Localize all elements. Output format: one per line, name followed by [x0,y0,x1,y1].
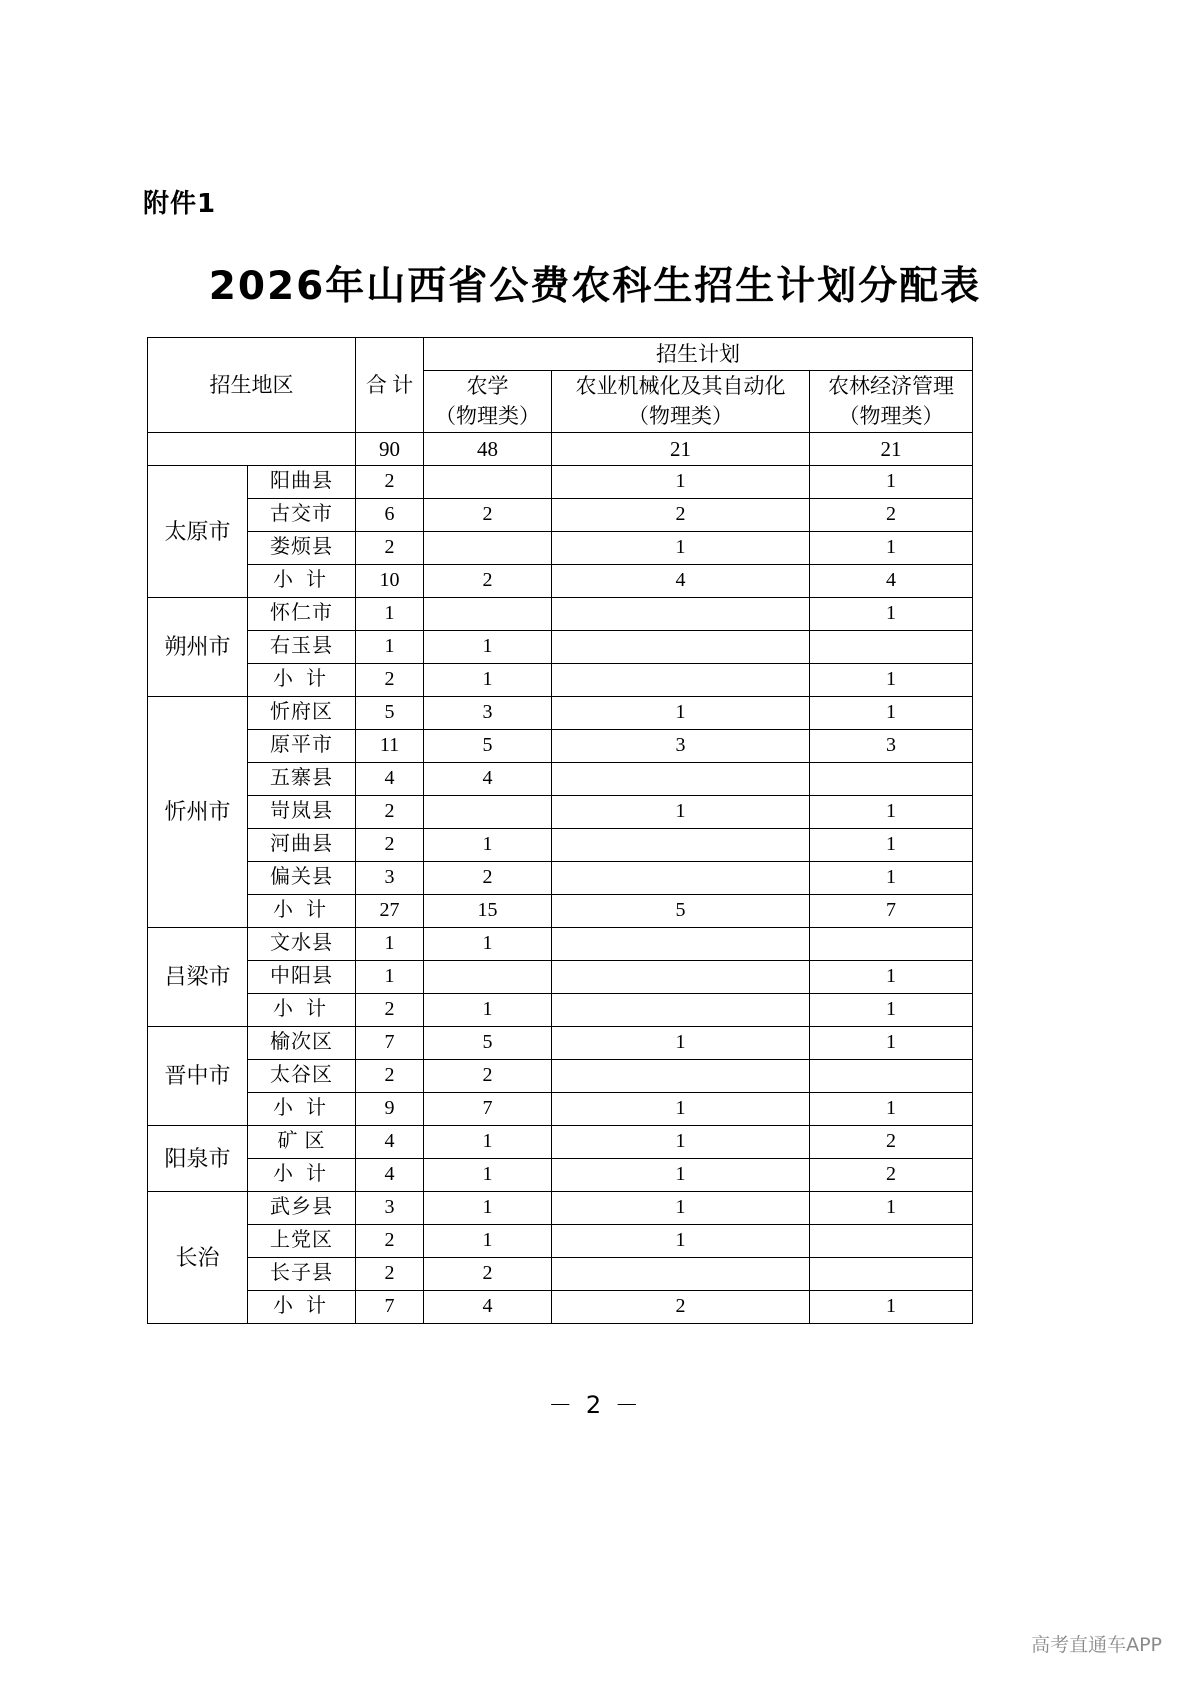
nonglin-cell [810,630,973,663]
county-cell: 长子县 [248,1257,356,1290]
nonglin-cell: 1 [810,465,973,498]
nongxue-cell: 1 [424,1158,552,1191]
county-cell: 原平市 [248,729,356,762]
nonglin-cell: 3 [810,729,973,762]
nongxue-cell: 1 [424,993,552,1026]
table-row [148,861,973,894]
nonglin-cell [810,762,973,795]
region-cell: 阳泉市 [148,1125,248,1191]
region-cell: 长治 [148,1191,248,1323]
nongji-cell: 5 [552,894,810,927]
county-cell: 小 计 [248,1158,356,1191]
total-cell: 2 [356,1224,424,1257]
region-cell: 朔州市 [148,597,248,696]
nonglin-cell: 2 [810,1125,973,1158]
header-major-nongxue-name: 农学 [466,374,509,398]
nongji-cell [552,1257,810,1290]
county-cell: 中阳县 [248,960,356,993]
table-row [148,1092,973,1125]
nongxue-cell: 4 [424,762,552,795]
nongji-cell: 1 [552,1158,810,1191]
table-row [148,729,973,762]
table-row [148,498,973,531]
table-row [148,1224,973,1257]
nongji-cell: 1 [552,696,810,729]
total-cell: 1 [356,960,424,993]
nongji-cell [552,861,810,894]
nongji-cell: 1 [552,1191,810,1224]
nongxue-cell: 1 [424,1125,552,1158]
county-cell: 小 计 [248,1290,356,1323]
total-cell: 1 [356,630,424,663]
nongxue-cell: 2 [424,1059,552,1092]
nonglin-cell: 1 [810,993,973,1026]
county-cell: 五寨县 [248,762,356,795]
county-cell: 小 计 [248,894,356,927]
grand-total-nonglin: 21 [810,432,973,465]
nonglin-cell: 1 [810,861,973,894]
grand-total-value: 90 [356,432,424,465]
nonglin-cell: 1 [810,696,973,729]
nongxue-cell [424,960,552,993]
total-cell: 4 [356,1125,424,1158]
header-total: 合 计 [356,338,424,433]
region-cell: 太原市 [148,465,248,597]
total-cell: 2 [356,1059,424,1092]
nongji-cell: 1 [552,1224,810,1257]
total-cell: 11 [356,729,424,762]
nongji-cell [552,828,810,861]
table-grand-total-row [148,432,973,465]
total-cell: 4 [356,1158,424,1191]
county-cell: 小 计 [248,564,356,597]
nongji-cell: 1 [552,1026,810,1059]
total-cell: 2 [356,828,424,861]
nongxue-cell: 1 [424,663,552,696]
header-region: 招生地区 [148,338,356,433]
region-cell: 吕梁市 [148,927,248,1026]
table-row [148,1059,973,1092]
nongji-cell: 2 [552,1290,810,1323]
total-cell: 2 [356,663,424,696]
nongxue-cell: 3 [424,696,552,729]
nongji-cell: 2 [552,498,810,531]
nongji-cell [552,762,810,795]
nongji-cell [552,1059,810,1092]
nongxue-cell: 1 [424,1224,552,1257]
nongxue-cell: 2 [424,1257,552,1290]
total-cell: 2 [356,993,424,1026]
nonglin-cell: 1 [810,1092,973,1125]
nongxue-cell: 1 [424,1191,552,1224]
nongxue-cell: 5 [424,1026,552,1059]
nongxue-cell: 7 [424,1092,552,1125]
total-cell: 2 [356,1257,424,1290]
watermark: 高考直通车APP [1031,1634,1162,1656]
total-cell: 7 [356,1026,424,1059]
county-cell: 古交市 [248,498,356,531]
header-major-nongxue-category: （物理类） [435,404,540,429]
header-major-nonglin-category: （物理类） [838,404,944,429]
nongji-cell: 1 [552,795,810,828]
table-row [148,696,973,729]
nongxue-cell [424,795,552,828]
table-row [148,1191,973,1224]
nongxue-cell [424,465,552,498]
county-cell: 右玉县 [248,630,356,663]
table-row [148,1125,973,1158]
table-row [148,465,973,498]
header-major-nonglin-name: 农林经济管理 [828,374,954,398]
nonglin-cell: 7 [810,894,973,927]
nongxue-cell: 1 [424,927,552,960]
total-cell: 3 [356,1191,424,1224]
nonglin-cell: 1 [810,1026,973,1059]
grand-total-label [148,432,356,465]
nongxue-cell: 5 [424,729,552,762]
table-row [148,1290,973,1323]
page-title: 2026年山西省公费农科生招生计划分配表 [208,264,982,309]
county-cell: 小 计 [248,663,356,696]
region-cell: 忻州市 [148,696,248,927]
nongji-cell: 1 [552,531,810,564]
nonglin-cell: 2 [810,498,973,531]
table-header-row-1 [148,338,973,371]
region-cell: 晋中市 [148,1026,248,1125]
header-major-nonglin [810,371,973,433]
table-row [148,795,973,828]
table-row [148,828,973,861]
county-cell: 怀仁市 [248,597,356,630]
county-cell: 太谷区 [248,1059,356,1092]
total-cell: 1 [356,597,424,630]
total-cell: 2 [356,465,424,498]
county-cell: 河曲县 [248,828,356,861]
nongji-cell: 3 [552,729,810,762]
table-row [148,1158,973,1191]
nongxue-cell [424,531,552,564]
grand-total-nongxue: 48 [424,432,552,465]
grand-total-nongji: 21 [552,432,810,465]
table-row [148,564,973,597]
table-row [148,597,973,630]
nonglin-cell: 1 [810,960,973,993]
total-cell: 3 [356,861,424,894]
nonglin-cell: 1 [810,1290,973,1323]
header-major-nongji [552,371,810,433]
table-row [148,993,973,1026]
nonglin-cell: 1 [810,531,973,564]
table-row [148,894,973,927]
nonglin-cell: 1 [810,597,973,630]
total-cell: 4 [356,762,424,795]
county-cell: 上党区 [248,1224,356,1257]
nonglin-cell: 1 [810,828,973,861]
nongji-cell: 1 [552,1125,810,1158]
nongji-cell [552,663,810,696]
nongxue-cell: 2 [424,498,552,531]
header-plan-group: 招生计划 [424,338,973,371]
county-cell: 娄烦县 [248,531,356,564]
table-row [148,630,973,663]
nonglin-cell [810,1059,973,1092]
nongji-cell [552,993,810,1026]
county-cell: 岢岚县 [248,795,356,828]
nongji-cell [552,597,810,630]
total-cell: 10 [356,564,424,597]
nongxue-cell: 2 [424,861,552,894]
county-cell: 阳曲县 [248,465,356,498]
enrollment-plan-table [147,337,973,1324]
nonglin-cell: 1 [810,663,973,696]
total-cell: 9 [356,1092,424,1125]
nonglin-cell: 4 [810,564,973,597]
total-cell: 27 [356,894,424,927]
table-row [148,663,973,696]
nongxue-cell: 2 [424,564,552,597]
total-cell: 1 [356,927,424,960]
header-major-nongxue [424,371,552,433]
table-row [148,531,973,564]
nongji-cell: 1 [552,1092,810,1125]
nongji-cell [552,927,810,960]
nonglin-cell [810,927,973,960]
nongji-cell [552,630,810,663]
county-cell: 小 计 [248,993,356,1026]
nongji-cell: 1 [552,465,810,498]
nongxue-cell [424,597,552,630]
nongxue-cell: 15 [424,894,552,927]
nongji-cell [552,960,810,993]
nongxue-cell: 4 [424,1290,552,1323]
nonglin-cell [810,1224,973,1257]
nongji-cell: 4 [552,564,810,597]
county-cell: 武乡县 [248,1191,356,1224]
nonglin-cell: 2 [810,1158,973,1191]
total-cell: 2 [356,531,424,564]
attachment-label: 附件1 [143,189,217,219]
nonglin-cell [810,1257,973,1290]
header-major-nongji-category: （物理类） [628,404,733,429]
county-cell: 小 计 [248,1092,356,1125]
county-cell: 矿 区 [248,1125,356,1158]
total-cell: 6 [356,498,424,531]
table-row [148,1257,973,1290]
nonglin-cell: 1 [810,795,973,828]
county-cell: 文水县 [248,927,356,960]
table-row [148,960,973,993]
table-row [148,1026,973,1059]
nongxue-cell: 1 [424,630,552,663]
table-row [148,762,973,795]
county-cell: 偏关县 [248,861,356,894]
county-cell: 榆次区 [248,1026,356,1059]
total-cell: 2 [356,795,424,828]
total-cell: 7 [356,1290,424,1323]
table-row [148,927,973,960]
county-cell: 忻府区 [248,696,356,729]
nongxue-cell: 1 [424,828,552,861]
total-cell: 5 [356,696,424,729]
nonglin-cell: 1 [810,1191,973,1224]
page-number: － 2 － [548,1391,642,1419]
header-major-nongji-name: 农业机械化及其自动化 [575,374,786,398]
